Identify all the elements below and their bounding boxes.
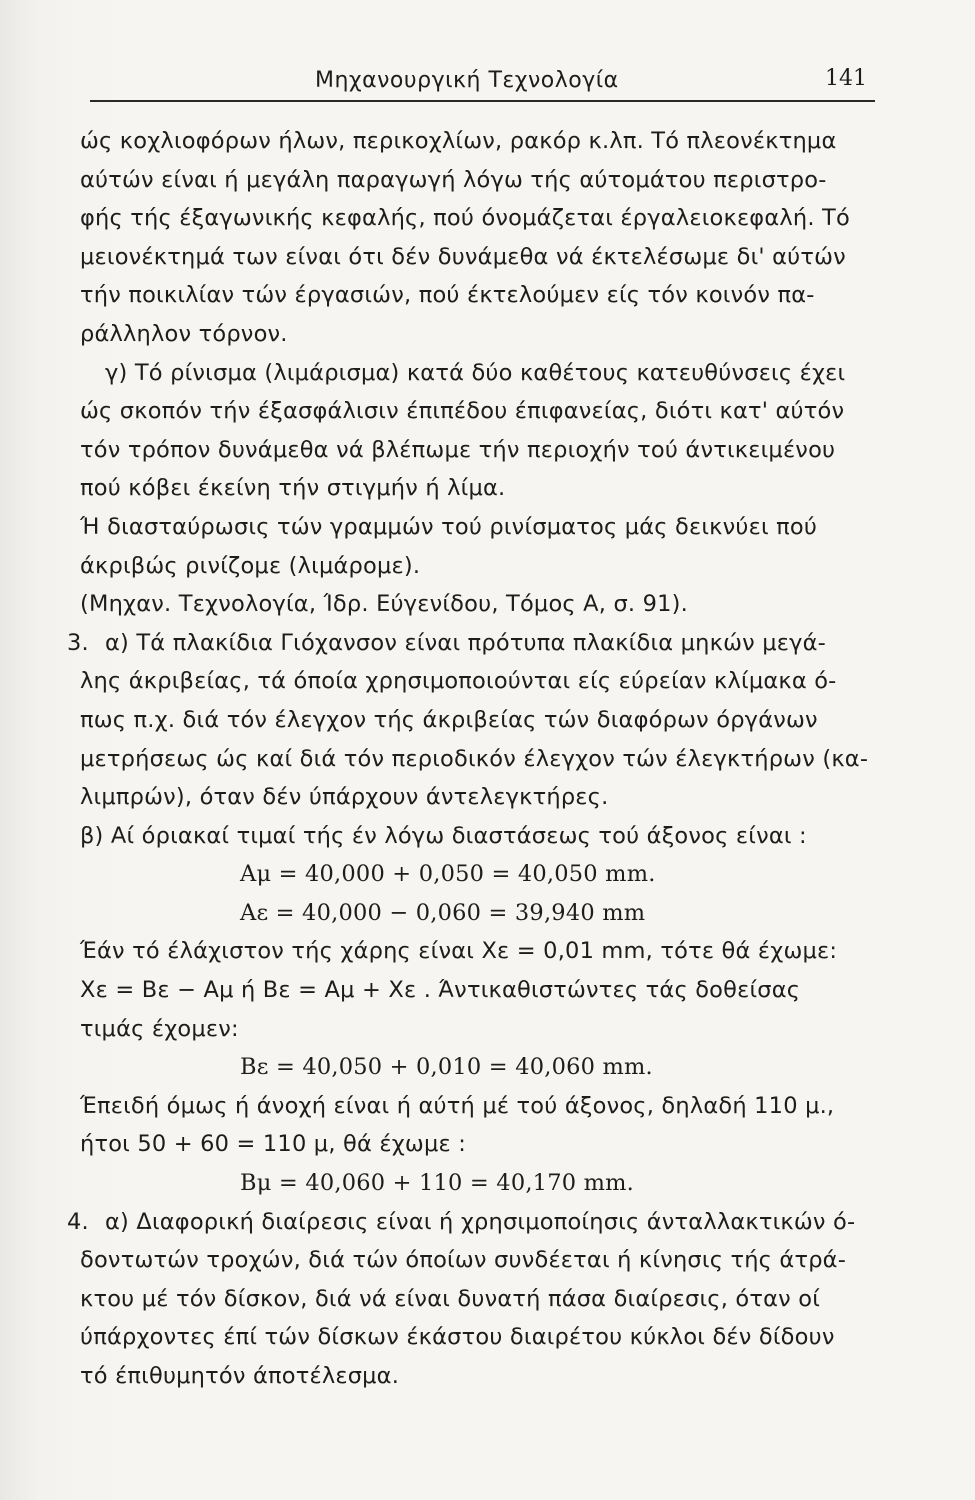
text-line bbox=[80, 199, 885, 238]
line-text: Έπειδή όμως ή άνοχή είναι ή αύτή μέ τού άξονος, δηλαδή 110 μ., bbox=[80, 1092, 835, 1119]
text-line bbox=[80, 1280, 885, 1319]
text-line bbox=[80, 662, 885, 701]
line-text: α) Τά πλακίδια Γιόχανσον είναι πρότυπα πλακίδια μηκών μεγά- bbox=[105, 629, 826, 656]
text-line bbox=[80, 817, 885, 856]
text-line bbox=[80, 1164, 885, 1203]
line-text: λης άκριβείας, τά όποία χρησιμοποιούνται είς εύρείαν κλίμακα ό- bbox=[80, 668, 837, 695]
line-text: φής τής έξαγωνικής κεφαλής, πού όνομάζεται έργαλειοκεφαλή. Τό bbox=[80, 205, 850, 232]
text-line bbox=[80, 701, 885, 740]
text-line bbox=[80, 1357, 885, 1396]
line-text: Bμ = 40,060 + 110 = 40,170 mm. bbox=[240, 1170, 635, 1197]
line-text: ύπάρχοντες έπί τών δίσκων έκάστου διαιρέτου κύκλοι δέν δίδουν bbox=[80, 1324, 835, 1351]
line-text: δοντωτών τροχών, διά τών όποίων συνδέεται ή κίνησις τής άτρά- bbox=[80, 1247, 847, 1274]
text-line bbox=[80, 508, 885, 547]
line-text: μειονέκτημά των είναι ότι δέν δυνάμεθα νά έκτελέσωμε δι' αύτών bbox=[80, 243, 846, 270]
line-text: τό έπιθυμητόν άποτέλεσμα. bbox=[80, 1363, 400, 1389]
page-header bbox=[90, 60, 875, 102]
line-text: ήτοι 50 + 60 = 110 μ, θά έχωμε : bbox=[80, 1131, 466, 1158]
line-text: (Μηχαν. Τεχνολογία, Ίδρ. Εύγενίδου, Τόμος Α, σ. 91). bbox=[80, 591, 688, 618]
page-number: 141 bbox=[825, 66, 867, 91]
text-line bbox=[80, 855, 885, 894]
text-line bbox=[80, 1318, 885, 1357]
text-line bbox=[80, 585, 885, 624]
line-text: Aμ = 40,000 + 0,050 = 40,050 mm. bbox=[240, 861, 656, 888]
line-text: ώς σκοπόν τήν έξασφάλισιν έπιπέδου έπιφανείας, διότι κατ' αύτόν bbox=[80, 398, 845, 425]
line-text: Xε = Bε − Aμ ή Bε = Aμ + Xε . Άντικαθιστώντες τάς δοθείσας bbox=[80, 977, 801, 1004]
text-line bbox=[80, 932, 885, 971]
text-line bbox=[80, 1048, 885, 1087]
text-line bbox=[80, 778, 885, 817]
text-line bbox=[80, 315, 885, 354]
line-text: ράλληλον τόρνον. bbox=[80, 320, 288, 347]
line-text: β) Αί όριακαί τιμαί τής έν λόγω διαστάσεως τού άξονος είναι : bbox=[80, 822, 807, 849]
line-text: πού κόβει έκείνη τήν στιγμήν ή λίμα. bbox=[80, 475, 506, 502]
line-text: α) Διαφορική διαίρεσις είναι ή χρησιμοποίησις άνταλλακτικών ό- bbox=[105, 1208, 856, 1235]
line-text: αύτών είναι ή μεγάλη παραγωγή λόγω τής αύτομάτου περιστρο- bbox=[80, 166, 827, 193]
line-text: λιμπρών), όταν δέν ύπάρχουν άντελεγκτήρες. bbox=[80, 784, 609, 811]
text-line bbox=[80, 1010, 885, 1049]
line-text: κτου μέ τόν δίσκον, διά νά είναι δυνατή πάσα διαίρεσις, όταν οί bbox=[80, 1285, 821, 1312]
text-line bbox=[80, 1087, 885, 1126]
text-line bbox=[80, 238, 885, 277]
running-title: Μηχανουργική Τεχνολογία bbox=[315, 68, 619, 93]
line-text: Bε = 40,050 + 0,010 = 40,060 mm. bbox=[240, 1054, 653, 1081]
text-line bbox=[80, 122, 885, 161]
text-line bbox=[80, 971, 885, 1010]
line-text: γ) Τό ρίνισμα (λιμάρισμα) κατά δύο καθέτους κατευθύνσεις έχει bbox=[105, 359, 846, 386]
text-line bbox=[80, 1125, 885, 1164]
text-line: 4. α) Διαφορική διαίρεσις είναι ή χρησιμοποίησις άνταλλακτικών ό- bbox=[67, 1208, 856, 1235]
line-text: τόν τρόπον δυνάμεθα νά βλέπωμε τήν περιοχήν τού άντικειμένου bbox=[80, 436, 836, 463]
line-text: Έάν τό έλάχιστον τής χάρης είναι Xε = 0,01 mm, τότε θά έχωμε: bbox=[80, 938, 838, 965]
text-line bbox=[80, 469, 885, 508]
line-text: πως π.χ. διά τόν έλεγχον τής άκριβείας τών διαφόρων όργάνων bbox=[80, 706, 818, 733]
line-text: μετρήσεως ώς καί διά τόν περιοδικόν έλεγχον τών έλεγκτήρων (κα- bbox=[80, 745, 869, 772]
text-line bbox=[80, 1241, 885, 1280]
text-line bbox=[80, 276, 885, 315]
line-text: άκριβώς ρινίζομε (λιμάρομε). bbox=[80, 552, 421, 579]
text-line bbox=[80, 392, 885, 431]
text-line bbox=[80, 354, 885, 393]
line-text: τιμάς έχομεν: bbox=[80, 1015, 239, 1042]
line-text: Aε = 40,000 − 0,060 = 39,940 mm bbox=[240, 899, 646, 926]
page-body bbox=[67, 122, 885, 1396]
line-text: Ή διασταύρωσις τών γραμμών τού ρινίσματος μάς δεικνύει πού bbox=[80, 513, 818, 540]
text-line bbox=[80, 431, 885, 470]
line-text: ώς κοχλιοφόρων ήλων, περικοχλίων, ρακόρ κ.λπ. Τό πλεονέκτημα bbox=[80, 128, 837, 154]
text-line bbox=[80, 547, 885, 586]
line-text: τήν ποικιλίαν τών έργασιών, πού έκτελούμεν είς τόν κοινόν πα- bbox=[80, 282, 815, 309]
text-line bbox=[80, 161, 885, 200]
text-line bbox=[80, 894, 885, 933]
text-line bbox=[80, 740, 885, 779]
text-line: 3. α) Τά πλακίδια Γιόχανσον είναι πρότυπα πλακίδια μηκών μεγά- bbox=[67, 629, 826, 656]
